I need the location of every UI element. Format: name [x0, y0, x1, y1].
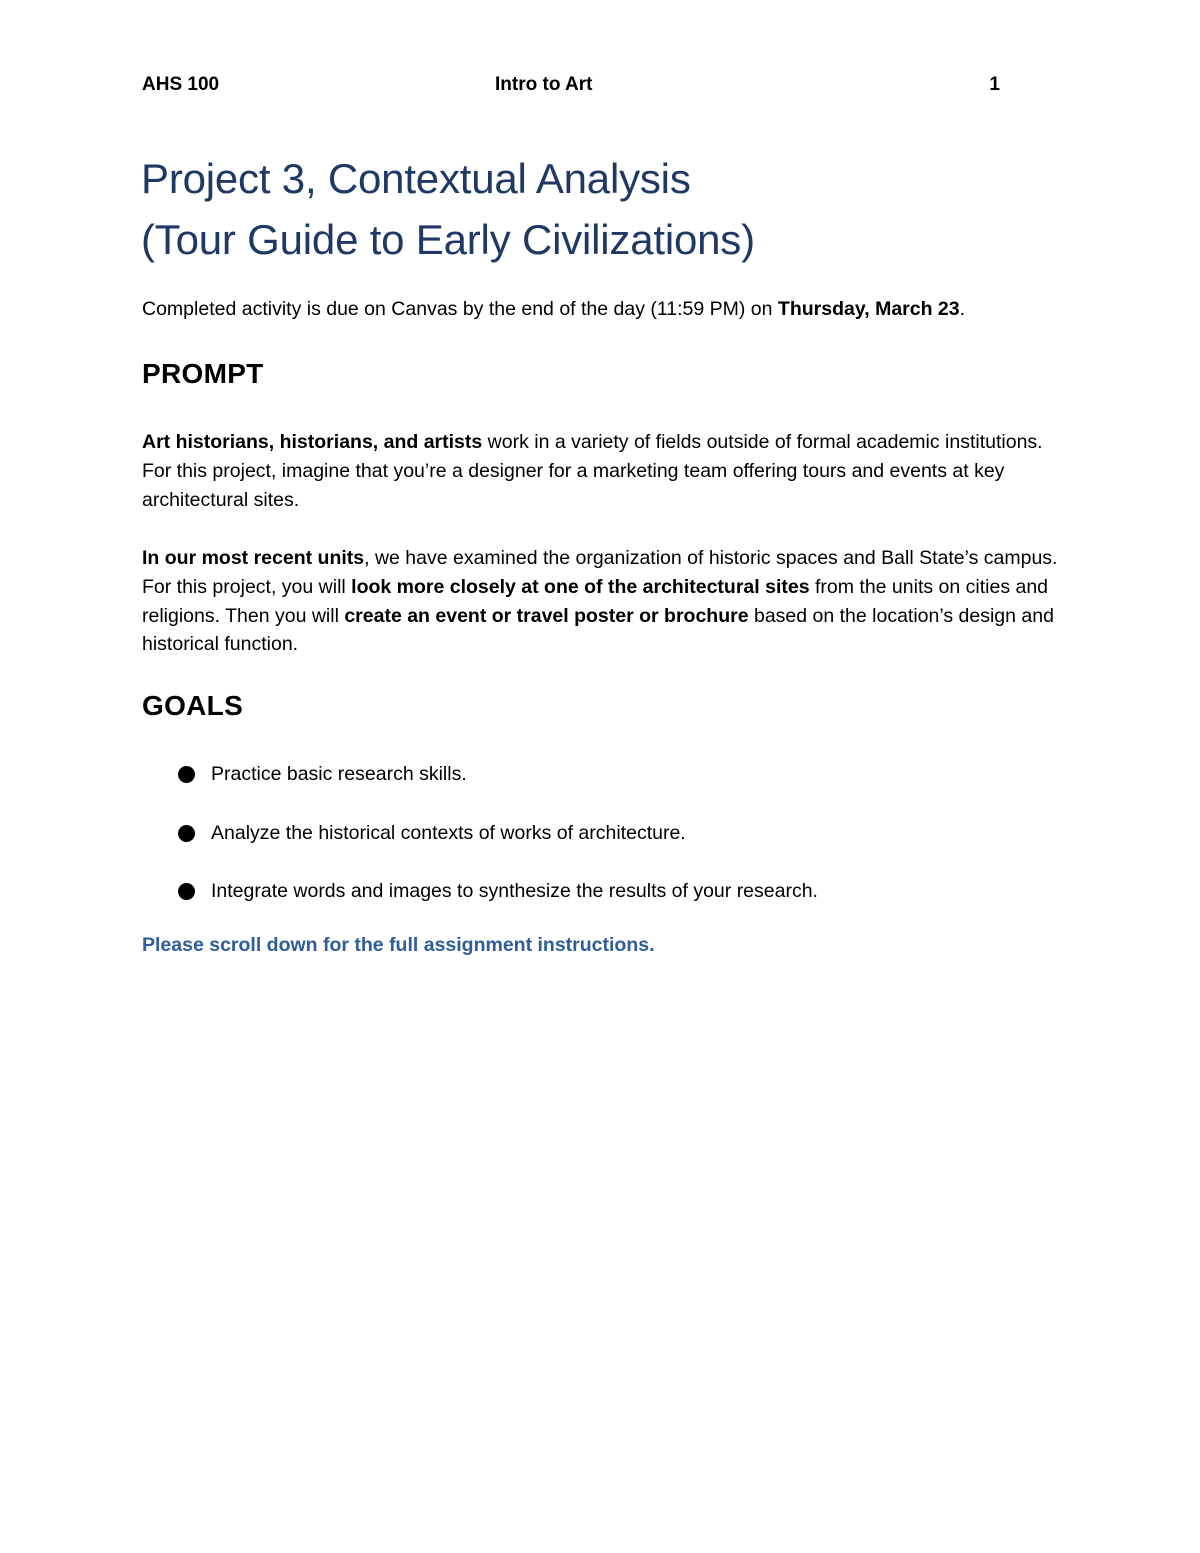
prompt-paragraph-1: [142, 428, 1062, 514]
page-header: [142, 74, 1002, 100]
course-title: Intro to Art: [495, 74, 593, 95]
para2-text-2: from the units on cities and religions. Then you will: [142, 575, 1049, 627]
list-item: [178, 877, 1058, 936]
goal-text: Practice basic research skills.: [211, 763, 467, 785]
para1-text: work in a variety of fields outside of formal academic institutions. For this project, imagine that you’re a designer for a marketing team offering tours and events at key architectural sites.: [142, 431, 1043, 511]
bullet-icon: [178, 766, 195, 783]
goals-heading: GOALS: [142, 690, 244, 721]
list-item: [178, 819, 1058, 878]
due-text: Completed activity is due on Canvas by the end of the day (11:59 PM) on: [142, 298, 778, 320]
due-date-line: [142, 298, 1062, 321]
course-code: AHS 100: [142, 74, 220, 95]
due-date: Thursday, March 23: [777, 298, 960, 320]
para2-bold-2: look more closely at one of the architectural sites: [351, 575, 810, 598]
scroll-note: Please scroll down for the full assignment instructions.: [142, 934, 655, 956]
bullet-icon: [178, 825, 195, 842]
goal-text: Analyze the historical contexts of works of architecture.: [211, 821, 686, 844]
goals-list: [178, 760, 1058, 936]
para2-text-3: based on the location’s design and historical function.: [142, 604, 1054, 656]
para1-bold-lead: Art historians, historians, and artists: [142, 431, 483, 453]
para2-text-1: , we have examined the organization of historic spaces and Ball State’s campus. For this project, you will: [142, 547, 1058, 598]
due-end: .: [959, 298, 966, 320]
title-line-1: Project 3, Contextual Analysis: [141, 155, 691, 202]
para2-bold-1: In our most recent units: [142, 547, 365, 569]
document-title: [141, 148, 1041, 270]
prompt-paragraph-2: [142, 544, 1062, 659]
bullet-icon: [178, 883, 195, 900]
prompt-heading: PROMPT: [142, 358, 264, 389]
goal-text: Integrate words and images to synthesize the results of your research.: [211, 880, 818, 902]
para2-bold-3: create an event or travel poster or brochure: [344, 604, 749, 627]
title-line-2: (Tour Guide to Early Civilizations): [141, 216, 755, 263]
list-item: [178, 760, 1058, 819]
page-number: 1: [989, 74, 1000, 95]
